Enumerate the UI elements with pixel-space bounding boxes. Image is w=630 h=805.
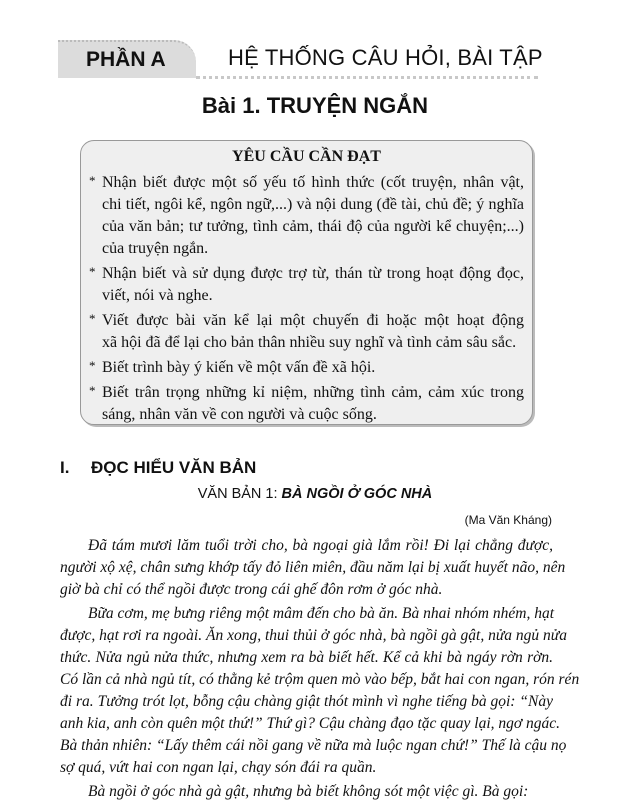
text-line: sáng, nhân văn về con người và cuộc sống. xyxy=(102,406,377,423)
lesson-title: Bài 1. TRUYỆN NGẮN xyxy=(201,93,429,118)
bullet-star-icon: * xyxy=(89,311,96,326)
part-label: PHẦN A xyxy=(86,48,166,71)
text-line: anh kia, anh còn quên một thứ!” Thứ gì? Cậu chàng đạo tặc quay lại, ngơ ngác. xyxy=(60,715,561,732)
story-paragraph xyxy=(60,535,566,601)
bullet-star-icon: * xyxy=(89,383,96,398)
requirement-item xyxy=(89,263,524,307)
requirements-list xyxy=(89,172,524,429)
text-line: giờ bà chỉ có thể ngồi được trong cái ghế đôn rơm ở góc nhà. xyxy=(60,581,443,598)
text-line: Bà thản nhiên: “Lấy thêm cái nồi gang về nữa mà luộc ngan chứ!” Thế là cậu nọ xyxy=(60,737,567,754)
author: (Ma Văn Kháng) xyxy=(464,513,552,527)
text-label: VĂN BẢN 1: xyxy=(197,486,282,502)
story-body xyxy=(60,535,580,805)
requirements-box xyxy=(80,140,533,425)
part-title: HỆ THỐNG CÂU HỎI, BÀI TẬP xyxy=(228,45,543,70)
text-line: của truyện ngắn. xyxy=(102,240,209,257)
dotted-divider xyxy=(196,76,538,79)
text-line: Biết trân trọng những kỉ niệm, những tình cảm, cảm xúc trong xyxy=(102,384,524,401)
bullet-star-icon: * xyxy=(89,264,96,279)
requirement-item xyxy=(89,382,524,426)
requirement-item xyxy=(89,172,524,260)
text-line: Nhận biết và sử dụng được trợ từ, thán từ trong hoạt động đọc, xyxy=(102,265,524,282)
requirement-item xyxy=(89,357,524,379)
text-line: sợ quá, vứt hai con ngan lại, chạy són đái ra quần. xyxy=(60,759,377,776)
text-line: thức. Nửa ngủ nửa thức, nhưng xem ra bà biết hết. Kể cả khi bà ngáy rờn rờn. xyxy=(60,649,553,666)
text-line: Bữa cơm, mẹ bưng riêng một mâm đến cho bà ăn. Bà nhai nhóm nhém, hạt xyxy=(88,605,555,622)
text-line: Bà ngồi ở góc nhà gà gật, nhưng bà biết không sót một việc gì. Bà gọi: xyxy=(88,783,529,800)
text-line: Có lần cả nhà ngủ tít, có thằng kẻ trộm quen mò vào bếp, bắt hai con ngan, rón rén xyxy=(60,671,580,688)
section-number: I. xyxy=(60,458,70,477)
requirements-title: YÊU CẦU CẦN ĐẠT xyxy=(232,148,381,165)
text-line: được, hạt rơi ra ngoài. Ăn xong, thui thủi ở góc nhà, bà ngồi gà gật, nửa ngủ nửa xyxy=(60,627,567,644)
text-line: người xộ xệ, chân sưng khớp tấy đỏ liên miên, đầu năm lại bị xuất huyết não, nên xyxy=(60,559,566,576)
text-title xyxy=(0,486,630,502)
text-line: chi tiết, ngôi kể, ngôn ngữ,...) và nội dung (đề tài, chủ đề; ý nghĩa xyxy=(102,196,524,213)
text-line: đi ra. Tưởng trót lọt, bỗng cậu chàng giật thót mình vì nghe tiếng bà gọi: “Này xyxy=(60,693,553,710)
text-line: xã hội đã để lại cho bản thân nhiều suy nghĩ và tình cảm sâu sắc. xyxy=(102,334,517,351)
text-line: Viết được bài văn kể lại một chuyến đi hoặc một hoạt động xyxy=(102,312,524,329)
section-heading xyxy=(60,458,256,478)
part-tab xyxy=(58,40,196,78)
text-name: BÀ NGỒI Ở GÓC NHÀ xyxy=(281,486,433,502)
text-line: của văn bản; tư tưởng, tình cảm, thái độ của người kể chuyện;...) xyxy=(102,218,524,235)
text-line: Đã tám mươi lăm tuổi trời cho, bà ngoại già lắm rồi! Đi lại chẳng được, xyxy=(88,537,553,554)
text-line: Nhận biết được một số yếu tố hình thức (cốt truyện, nhân vật, xyxy=(102,174,524,191)
bullet-star-icon: * xyxy=(89,173,96,188)
bullet-star-icon: * xyxy=(89,358,96,373)
text-line: Biết trình bày ý kiến về một vấn đề xã hội. xyxy=(102,359,376,376)
requirement-item xyxy=(89,310,524,354)
text-line: viết, nói và nghe. xyxy=(102,287,213,304)
story-paragraph xyxy=(60,603,580,779)
section-title: ĐỌC HIỂU VĂN BẢN xyxy=(91,458,257,477)
story-paragraph xyxy=(60,781,553,803)
